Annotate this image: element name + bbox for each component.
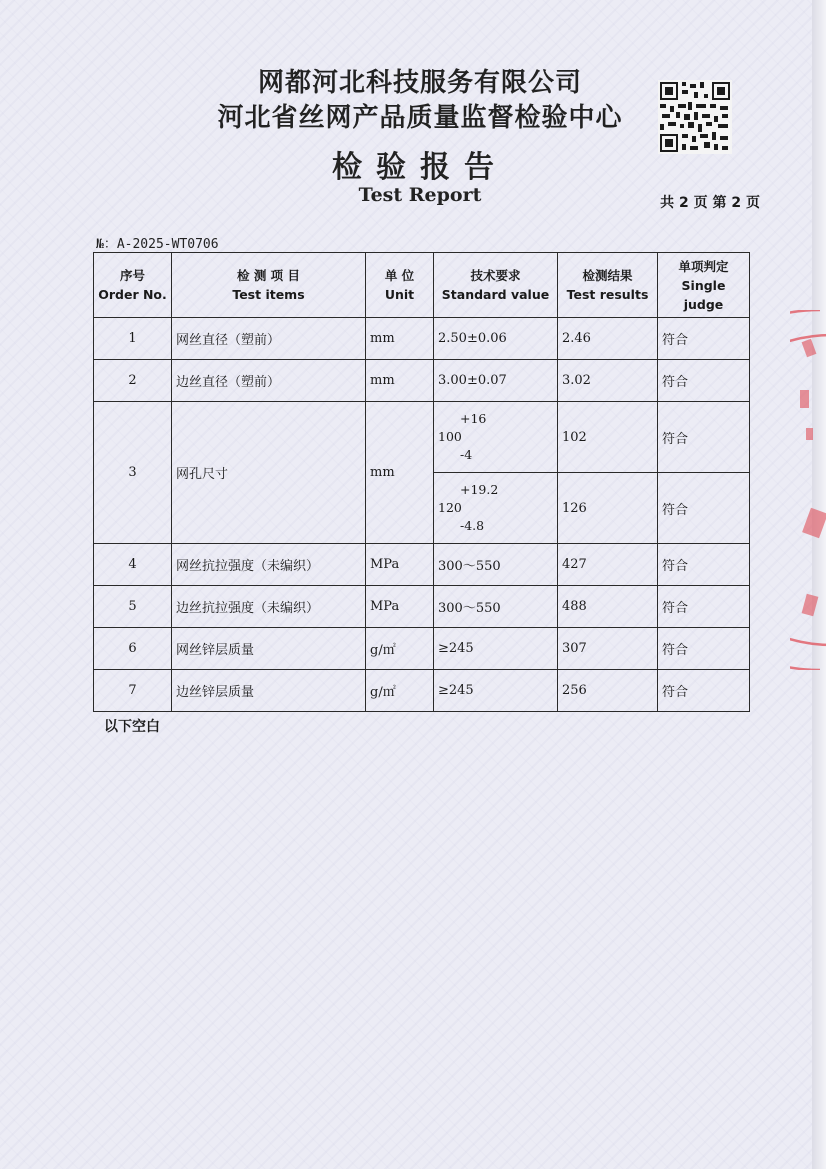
table-row <box>94 628 750 670</box>
table-row <box>94 318 750 360</box>
page-count: 共 2 页 第 2 页 <box>660 195 760 211</box>
table-row <box>94 586 750 628</box>
cell-test-item: 网丝直径（塑前） <box>172 318 366 360</box>
cell-test-item: 网丝锌层质量 <box>172 628 366 670</box>
cell-test-result: 126 <box>558 473 658 544</box>
tolerance-base: 120 <box>438 500 462 515</box>
table-row <box>94 670 750 712</box>
cell-test-result: 488 <box>558 586 658 628</box>
cell-judge: 符合 <box>658 670 750 712</box>
table-header-row <box>94 253 750 318</box>
cell-test-item: 网丝抗拉强度（未编织） <box>172 544 366 586</box>
red-seal-stamp <box>790 310 826 670</box>
cell-unit: mm <box>366 402 434 544</box>
header-standard-value: 技术要求 Standard value <box>434 253 558 318</box>
cell-test-item: 边丝直径（塑前） <box>172 360 366 402</box>
cell-judge: 符合 <box>658 402 750 473</box>
org-name-line1: 网都河北科技服务有限公司 <box>257 68 582 98</box>
cell-order-no: 7 <box>94 670 172 712</box>
tolerance-base: 100 <box>438 429 462 444</box>
test-results-table <box>93 252 750 712</box>
cell-test-result: 3.02 <box>558 360 658 402</box>
cell-unit: MPa <box>366 586 434 628</box>
cell-standard-value: 300～550 <box>434 544 558 586</box>
cell-unit: mm <box>366 318 434 360</box>
cell-judge: 符合 <box>658 628 750 670</box>
cell-order-no: 5 <box>94 586 172 628</box>
header-order-no: 序号 Order No. <box>94 253 172 318</box>
cell-judge: 符合 <box>658 318 750 360</box>
cell-standard-tolerance <box>434 473 558 544</box>
table-row <box>94 544 750 586</box>
cell-test-item: 网孔尺寸 <box>172 402 366 544</box>
cell-standard-value: 2.50±0.06 <box>434 318 558 360</box>
header-single-judge: 单项判定 Single judge <box>658 253 750 318</box>
cell-order-no: 6 <box>94 628 172 670</box>
cell-standard-value: ≥245 <box>434 670 558 712</box>
cell-standard-value: 3.00±0.07 <box>434 360 558 402</box>
cell-order-no: 4 <box>94 544 172 586</box>
report-title-english: Test Report <box>358 184 482 206</box>
blank-below-note: 以下空白 <box>104 719 160 735</box>
cell-test-result: 256 <box>558 670 658 712</box>
cell-test-result: 307 <box>558 628 658 670</box>
cell-order-no: 3 <box>94 402 172 544</box>
cell-test-item: 边丝锌层质量 <box>172 670 366 712</box>
cell-order-no: 1 <box>94 318 172 360</box>
report-title: 检验报告 <box>332 150 508 185</box>
cell-standard-value: 300～550 <box>434 586 558 628</box>
cell-unit: mm <box>366 360 434 402</box>
cell-standard-value: ≥245 <box>434 628 558 670</box>
table-row <box>94 360 750 402</box>
cell-standard-tolerance <box>434 402 558 473</box>
cell-judge: 符合 <box>658 544 750 586</box>
cell-test-result: 102 <box>558 402 658 473</box>
header-test-results: 检测结果 Test results <box>558 253 658 318</box>
cell-test-item: 边丝抗拉强度（未编织） <box>172 586 366 628</box>
cell-unit: g/㎡ <box>366 628 434 670</box>
cell-order-no: 2 <box>94 360 172 402</box>
cell-test-result: 427 <box>558 544 658 586</box>
tolerance-minus: -4.8 <box>460 518 485 533</box>
tolerance-plus: +16 <box>460 411 487 426</box>
cell-test-result: 2.46 <box>558 318 658 360</box>
cell-judge: 符合 <box>658 473 750 544</box>
table-row <box>94 402 750 473</box>
cell-judge: 符合 <box>658 586 750 628</box>
tolerance-plus: +19.2 <box>460 482 499 497</box>
cell-unit: MPa <box>366 544 434 586</box>
cell-judge: 符合 <box>658 360 750 402</box>
tolerance-minus: -4 <box>460 447 473 462</box>
header-unit: 单 位 Unit <box>366 253 434 318</box>
org-name-line2: 河北省丝网产品质量监督检验中心 <box>217 103 623 133</box>
header-test-items: 检 测 项 目 Test items <box>172 253 366 318</box>
report-number: №：A-2025-WT0706 <box>96 237 219 252</box>
cell-unit: g/㎡ <box>366 670 434 712</box>
